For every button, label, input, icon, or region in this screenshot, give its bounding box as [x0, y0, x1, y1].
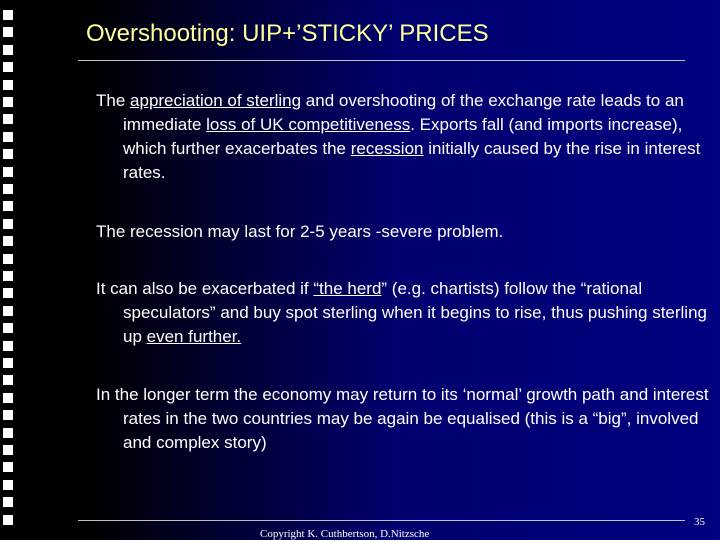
decorative-square — [3, 97, 13, 107]
decorative-square — [3, 515, 13, 525]
decorative-square — [3, 62, 13, 72]
decorative-square — [3, 462, 13, 472]
underlined-phrase: “the herd — [313, 279, 382, 298]
paragraph-text — [96, 277, 716, 349]
paragraph-3 — [96, 277, 716, 361]
text-run: ” (e.g. chartists) follow the “rational speculators” and buy spot sterling when it begins to rise, thus pushing sterling up — [123, 279, 707, 346]
text-run: It can also be exacerbated if — [96, 279, 314, 298]
underlined-phrase: loss of UK competitiveness — [206, 115, 411, 134]
paragraph-text — [96, 220, 716, 244]
decorative-square — [3, 480, 13, 490]
underlined-phrase: even further. — [146, 327, 242, 346]
decorative-square — [3, 428, 13, 438]
text-run: The recession may last for 2-5 years -severe problem. — [96, 222, 504, 241]
decorative-square — [3, 184, 13, 194]
slide-title: Overshooting: UIP+’STICKY’ PRICES — [86, 20, 489, 47]
title-divider — [78, 60, 685, 61]
decorative-square — [3, 149, 13, 159]
decorative-square — [3, 497, 13, 507]
decorative-square — [3, 132, 13, 142]
decorative-square — [3, 10, 13, 20]
text-run: The — [96, 91, 131, 110]
decorative-square — [3, 410, 13, 420]
decorative-square — [3, 323, 13, 333]
decorative-square — [3, 45, 13, 55]
decorative-square — [3, 445, 13, 455]
copyright-text: Copyright K. Cuthbertson, D.Nitzsche — [260, 528, 430, 540]
decorative-square-column — [3, 10, 17, 530]
decorative-square — [3, 288, 13, 298]
paragraph-1 — [96, 89, 716, 197]
decorative-square — [3, 167, 13, 177]
decorative-square — [3, 80, 13, 90]
text-run: initially caused by the rise in interest rates. — [123, 139, 701, 182]
paragraph-text — [96, 89, 716, 185]
page-number: 35 — [694, 516, 705, 528]
paragraph-2 — [96, 220, 716, 256]
decorative-square — [3, 375, 13, 385]
text-run: and overshooting of the exchange rate leads to an immediate — [123, 91, 684, 134]
decorative-square — [3, 306, 13, 316]
decorative-square — [3, 201, 13, 211]
decorative-square — [3, 236, 13, 246]
decorative-square — [3, 271, 13, 281]
text-run: In the longer term the economy may return to its ‘normal’ growth path and interest rates in the two countries may be again be equalised (this is a “big”, involved and complex story) — [96, 385, 709, 452]
text-run: . Exports fall (and imports increase), which further exacerbates the — [123, 115, 683, 158]
decorative-square — [3, 27, 13, 37]
paragraph-4 — [96, 383, 716, 467]
decorative-square — [3, 358, 13, 368]
decorative-square — [3, 254, 13, 264]
paragraph-text — [96, 383, 716, 455]
footer-divider — [78, 520, 685, 521]
underlined-phrase: appreciation of sterling — [130, 91, 302, 110]
decorative-square — [3, 114, 13, 124]
decorative-square — [3, 341, 13, 351]
underlined-phrase: recession — [350, 139, 424, 158]
decorative-square — [3, 219, 13, 229]
decorative-square — [3, 393, 13, 403]
